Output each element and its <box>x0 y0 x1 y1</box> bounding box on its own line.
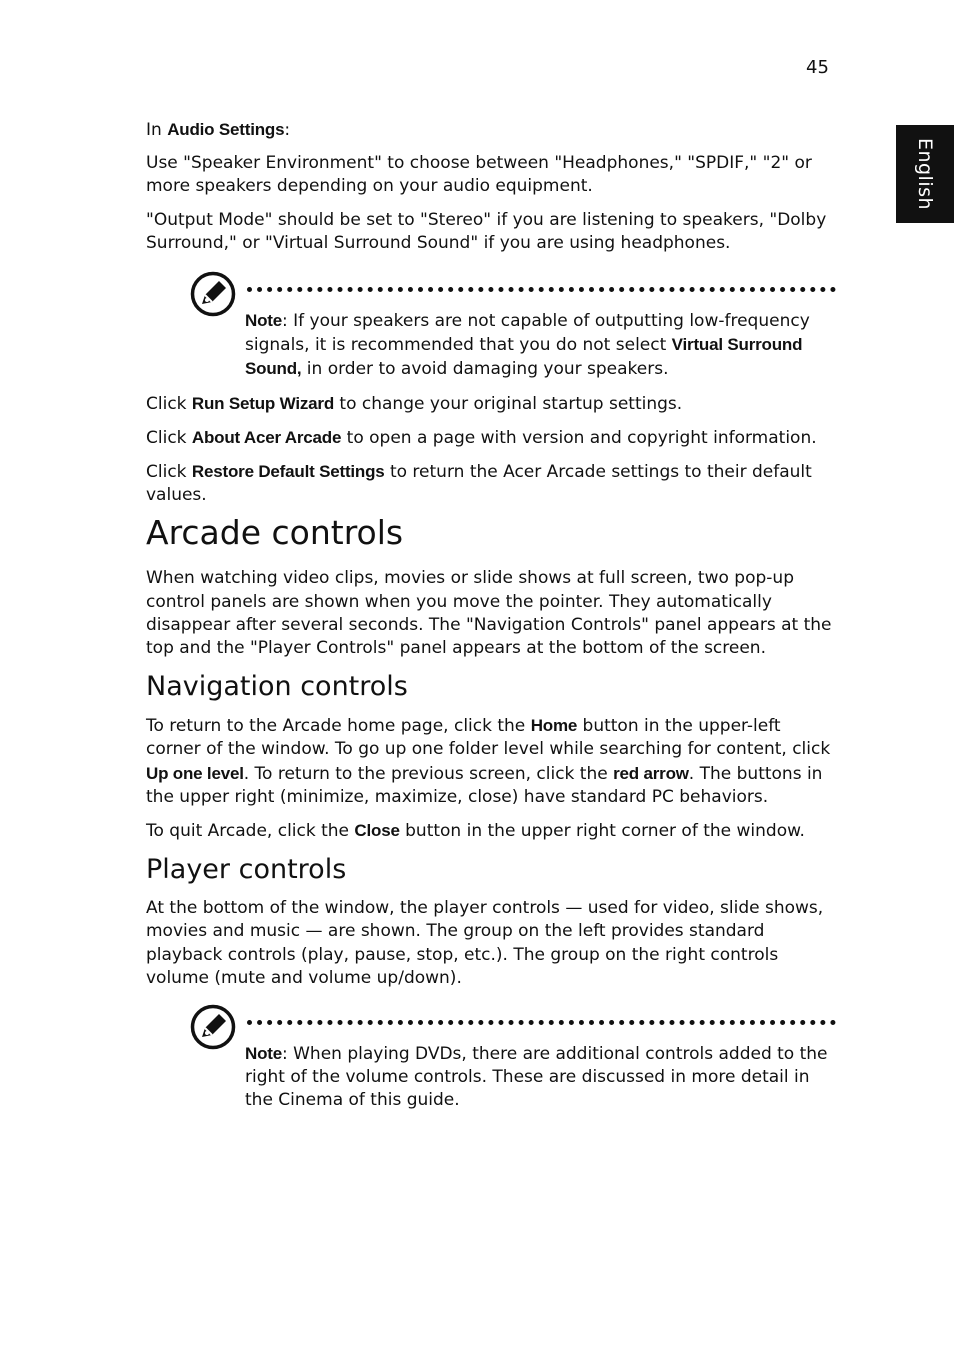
language-tab <box>896 125 954 223</box>
navigation-controls-body: To return to the Arcade home page, click the Home button in the upper-left corner of the window. To go up one folder level while searching for content, click Up one level. To return to the previous screen, click the red arrow. The buttons in the upper right (minimize, maximize, close) have standard PC behaviors. <box>146 716 831 807</box>
speaker-environment-text: Use "Speaker Environment" to choose between "Headphones," "SPDIF," "2" or more speakers depending on your audio equipment. <box>146 153 812 197</box>
note-divider <box>247 287 836 292</box>
navigation-controls-heading: Navigation controls <box>146 671 408 703</box>
audio-settings-intro: In Audio Settings: <box>146 120 291 140</box>
restore-text: Click Restore Default Settings to return the Acer Arcade settings to their default values. <box>146 462 812 506</box>
note-block-1 <box>146 271 836 382</box>
note-pencil-icon <box>190 1004 236 1050</box>
note-pencil-icon <box>190 271 236 317</box>
page-content <box>146 118 836 1113</box>
arcade-controls-body: When watching video clips, movies or slide shows at full screen, two pop-up control panels are shown when you move the pointer. They automatically disappear after several seconds. The "Navigation Controls" panel appears at the top and the "Player Controls" panel appears at the bottom of the screen. <box>146 568 832 659</box>
player-controls-heading: Player controls <box>146 854 347 886</box>
language-tab-label: English <box>914 137 936 211</box>
arcade-controls-heading: Arcade controls <box>146 513 404 553</box>
note-divider <box>247 1020 836 1025</box>
player-controls-body: At the bottom of the window, the player controls — used for video, slide shows, movies and music — are shown. The group on the left provides standard playback controls (play, pause, stop, etc.). The group on the right controls volume (mute and volume up/down). <box>146 898 824 988</box>
run-setup-text: Click Run Setup Wizard to change your original startup settings. <box>146 393 683 414</box>
note-text-1: Note: If your speakers are not capable of outputting low-frequency signals, it is recommended that you do not select Virtual Surround Sound, in order to avoid damaging your speakers. <box>245 311 810 380</box>
about-text: Click About Acer Arcade to open a page with version and copyright information. <box>146 427 817 448</box>
quit-arcade-text: To quit Arcade, click the Close button in the upper right corner of the window. <box>146 821 805 842</box>
note-text-2: Note: When playing DVDs, there are additional controls added to the right of the volume controls. These are discussed in more detail in the Cinema of this guide. <box>245 1044 828 1111</box>
page-number: 45 <box>806 57 829 78</box>
note-block-2 <box>146 1004 836 1113</box>
output-mode-text: "Output Mode" should be set to "Stereo" if you are listening to speakers, "Dolby Surround," or "Virtual Surround Sound" if you are using headphones. <box>146 209 827 253</box>
